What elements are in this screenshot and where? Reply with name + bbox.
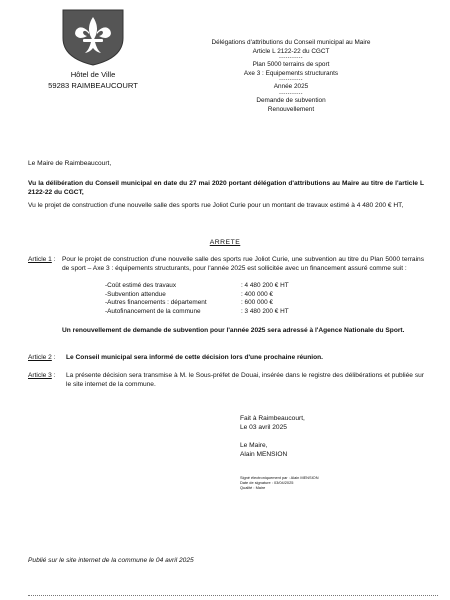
article-1-text: Pour le projet de construction d'une nouvelle salle des sports rue Joliot Curie, une subvention au titre du Plan 5000 terrains de sport – Axe 3 : équipements structurants, pour l'année 2025 est sollicitée avec un financement assuré comme suit : bbox=[62, 256, 424, 272]
article-3-text: La présente décision sera transmise à M. le Sous-préfet de Douai, insérée dans le registre des délibérations et publiée sur le site internet de la commune. bbox=[66, 372, 424, 388]
publication-note: Publié sur le site internet de la commune le 04 avril 2025 bbox=[28, 557, 194, 564]
town-crest-logo bbox=[61, 8, 125, 66]
financing-value: : 600 000 € bbox=[241, 299, 273, 306]
e-signature-date: Date de signature : 03/04/2025 bbox=[240, 480, 294, 485]
article-3-label-text: Article 3 bbox=[28, 372, 52, 379]
header-line-6: Demande de subvention bbox=[256, 96, 326, 104]
e-signature-quality: Qualité : Maire bbox=[240, 485, 266, 490]
signature-place: Fait à Raimbeaucourt, bbox=[240, 415, 305, 422]
signature-date: Le 03 avril 2025 bbox=[240, 424, 287, 431]
financing-label: -Coût estimé des travaux bbox=[105, 282, 177, 289]
town-hall-postcode: 59283 RAIMBEAUCOURT bbox=[48, 80, 138, 90]
financing-value: : 400 000 € bbox=[241, 290, 273, 298]
town-hall-address bbox=[28, 70, 158, 91]
header-line-3: Plan 5000 terrains de sport bbox=[252, 61, 330, 69]
header-separator: ----------- bbox=[279, 90, 303, 97]
header-line-4: Axe 3 : Equipements structurants bbox=[243, 69, 339, 77]
financing-value: : 3 480 200 € HT bbox=[241, 307, 289, 315]
signature-name: Alain MENSION bbox=[240, 451, 288, 458]
town-hall-name: Hôtel de Ville bbox=[70, 70, 116, 79]
header-line-5: Année 2025 bbox=[273, 83, 309, 91]
article-3-label: Article 3 : bbox=[28, 372, 56, 379]
financing-label: -Autofinancement de la commune bbox=[105, 307, 201, 315]
article-1-extra: Un renouvellement de demande de subvention pour l'année 2025 sera adressé à l'Agence Nationale du Sport. bbox=[62, 327, 405, 334]
vu-deliberation: Vu la délibération du Conseil municipal en date du 27 mai 2020 portant délégation d'attributions au Maire au titre de l'article L 2122-22 du CGCT, bbox=[28, 180, 424, 196]
financing-row bbox=[105, 307, 289, 316]
vu-project: Vu le projet de construction d'une nouvelle salle des sports rue Joliot Curie pour un montant de travaux estimé à 4 480 200 € HT, bbox=[28, 202, 404, 209]
financing-label: -Autres financements : département bbox=[105, 299, 207, 306]
financing-row bbox=[105, 290, 273, 299]
header-line-1: Délégations d'attributions du Conseil municipal au Maire bbox=[211, 39, 371, 46]
intro-line: Le Maire de Raimbeaucourt, bbox=[28, 160, 112, 167]
arrete-title: ARRETE bbox=[209, 239, 241, 246]
e-signature-by: Signé électroniquement par : Alain MENSION bbox=[240, 475, 319, 480]
financing-row bbox=[105, 299, 273, 307]
financing-row bbox=[105, 282, 289, 290]
article-1-label-text: Article 1 bbox=[28, 256, 52, 263]
header-separator: ----------- bbox=[279, 77, 303, 84]
article-2-label: Article 2 : bbox=[28, 354, 56, 361]
signature-role: Le Maire, bbox=[240, 442, 268, 449]
article-1-label: Article 1 : bbox=[28, 256, 56, 263]
article-2-label-text: Article 2 bbox=[28, 354, 52, 361]
financing-value: : 4 480 200 € HT bbox=[241, 282, 289, 289]
header-line-2: Article L 2122-22 du CGCT bbox=[252, 47, 330, 55]
bottom-divider bbox=[28, 595, 438, 598]
article-2-text: Le Conseil municipal sera informé de cette décision lors d'une prochaine réunion. bbox=[66, 354, 323, 361]
header-separator: ----------- bbox=[279, 55, 303, 62]
document-header bbox=[186, 39, 396, 114]
header-line-7: Renouvellement bbox=[267, 105, 315, 113]
financing-label: -Subvention attendue bbox=[105, 290, 166, 298]
